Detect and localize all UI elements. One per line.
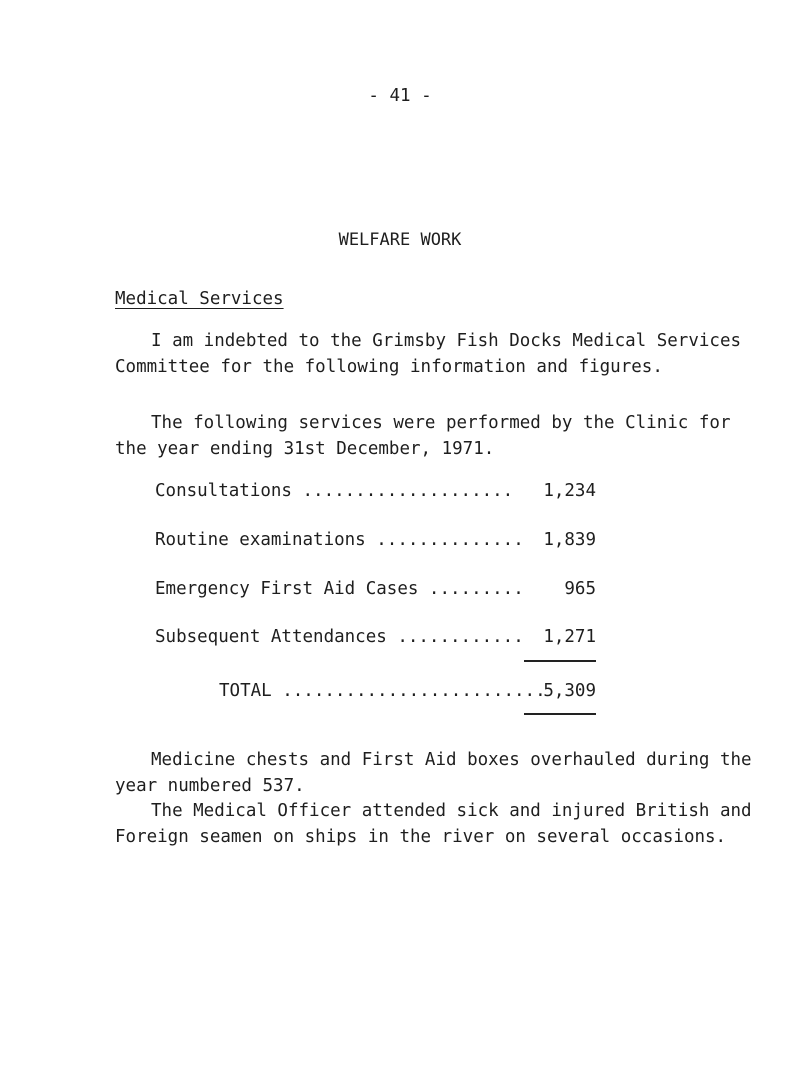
- total-row: [219, 681, 596, 707]
- total-rule: [524, 713, 596, 715]
- sub-heading: Medical Services: [115, 289, 284, 309]
- page-number: - 41 -: [368, 86, 432, 106]
- service-value: 1,839: [543, 530, 596, 550]
- intro-paragraph: I am indebted to the Grimsby Fish Docks Medical Services Committee for the following information and figures.: [115, 331, 742, 377]
- service-value: 1,271: [543, 627, 596, 647]
- service-row-consultations: [155, 481, 596, 507]
- service-label: Emergency First Aid Cases .........: [155, 579, 524, 599]
- services-intro-paragraph: The following services were performed by the Clinic for the year ending 31st December, 1971.: [115, 413, 731, 459]
- total-value: 5,309: [543, 681, 596, 701]
- service-value: 965: [564, 579, 596, 599]
- service-row-routine-examinations: [155, 530, 596, 556]
- service-label: Routine examinations ..............: [155, 530, 524, 550]
- section-title: WELFARE WORK: [338, 230, 462, 250]
- total-label: TOTAL .........................: [219, 681, 546, 701]
- subtotal-rule: [524, 660, 596, 662]
- service-label: Consultations ....................: [155, 481, 514, 501]
- service-row-subsequent-attendances: [155, 627, 596, 653]
- medical-officer-paragraph: The Medical Officer attended sick and injured British and Foreign seamen on ships in the river on several occasions.: [115, 801, 752, 847]
- medicine-chests-paragraph: Medicine chests and First Aid boxes overhauled during the year numbered 537.: [115, 750, 752, 796]
- service-label: Subsequent Attendances ............: [155, 627, 524, 647]
- service-row-emergency-first-aid: [155, 579, 596, 605]
- service-value: 1,234: [543, 481, 596, 501]
